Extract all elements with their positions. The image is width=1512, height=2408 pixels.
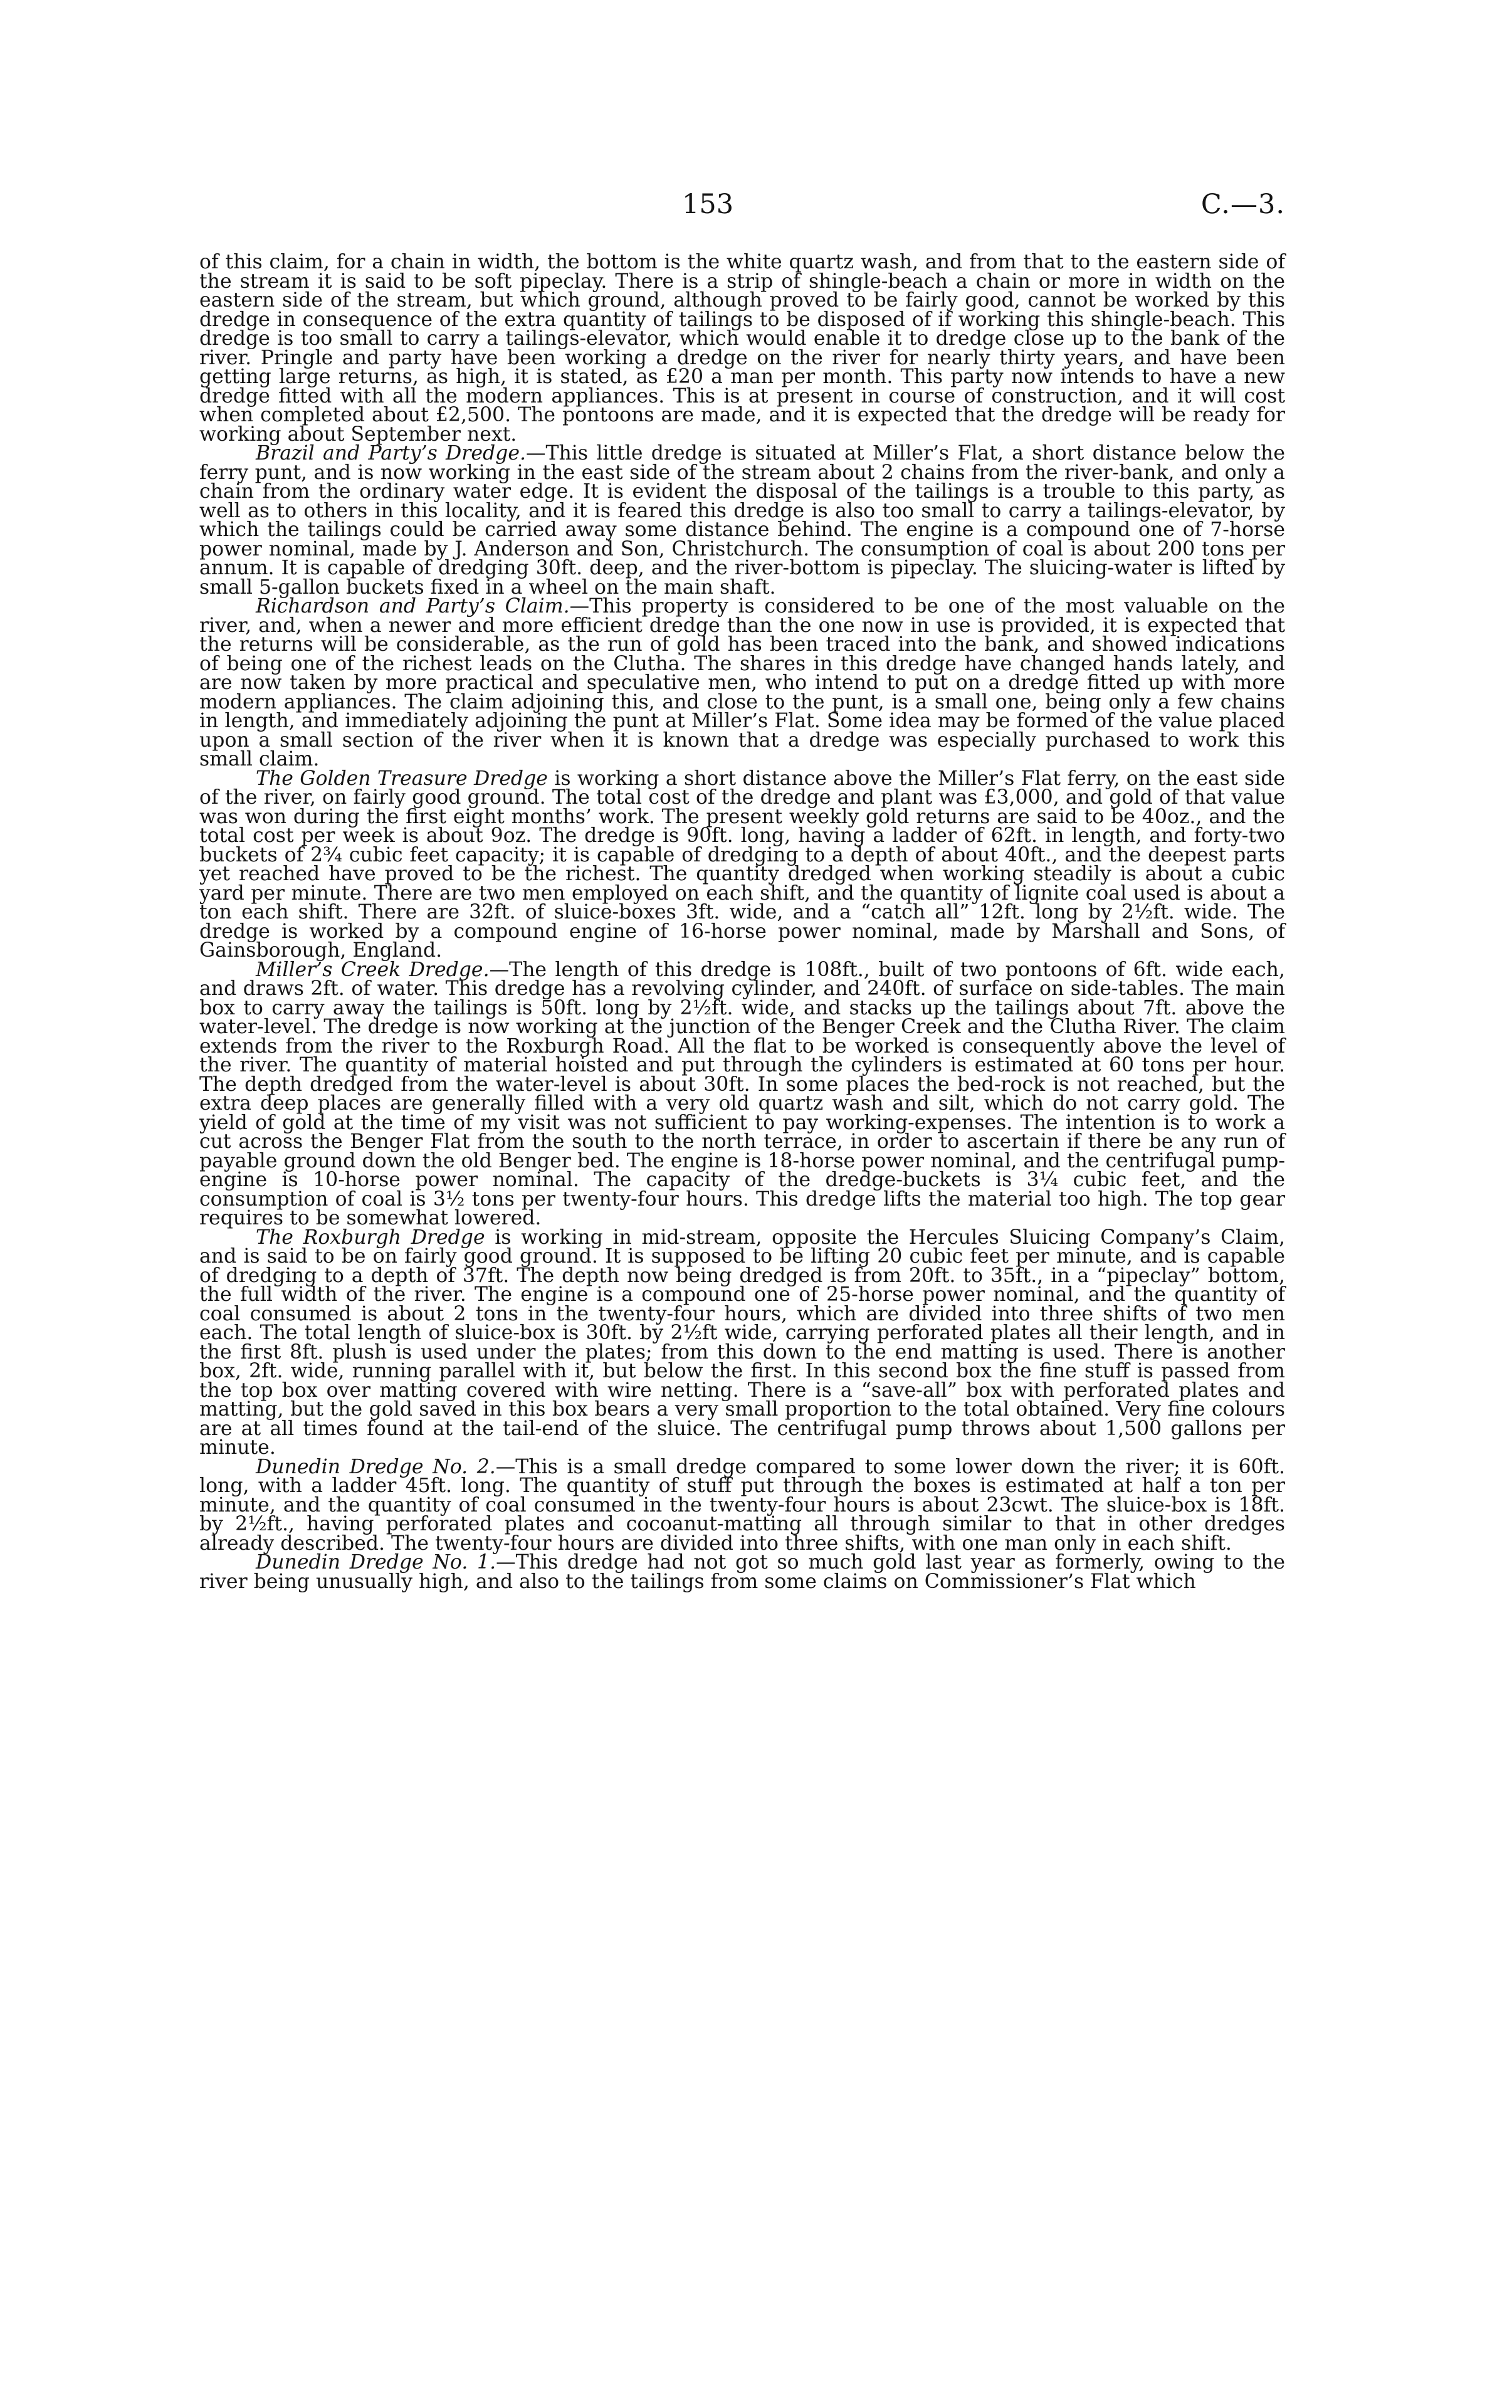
paragraph-heading: Miller’s Creek Dredge. [256, 958, 490, 981]
paragraph-text: —This dredge had not got so much gold last year as formerly, owing to the river being unusually high, and also to the tailings from some claims on Commissioner’s Flat which [199, 1551, 1285, 1593]
paragraph-heading: The Golden Treasure Dredge [256, 767, 548, 790]
paper-reference: C.—3. [1200, 189, 1285, 220]
paragraph-text: is working in mid-stream, opposite the Hercules Sluicing Company’s Claim, and is said to be on fairly good ground. It is supposed to be lifting 20 cubic feet per minute, and is capable of dredging to a depth of 37ft. The depth now being dredged is from 20ft. to 35ft., in a “pipeclay” bottom, the full width of the river. The engine is a compound one of 25-horse power nominal, and the quantity of coal consumed is about 2 tons in the twenty-four hours, which are divided into three shifts of two men each. The total length of sluice-box is 30ft. by 2½ft wide, carrying perforated plates all their length, and in the first 8ft. plush is used under the plates; from this down to the end matting is used. There is another box, 2ft. wide, running parallel with it, but below the first. In this second box the fine stuff is passed from the top box over matting covered with wire netting. There is a “save-all” box with perforated plates and matting, but the gold saved in this box bears a very small proportion to the total obtained. Very fine colours are at all times found at the tail-end of the sluice. The centrifugal pump throws about 1,500 gallons per minute. [199, 1226, 1285, 1459]
paragraph-richardson-claim [199, 597, 1285, 769]
paragraph-heading: The Roxburgh Dredge [256, 1226, 485, 1249]
paragraph-roxburgh-dredge [199, 1228, 1285, 1458]
paragraph-golden-treasure-dredge [199, 769, 1285, 960]
paragraph-millers-creek-dredge [199, 960, 1285, 1228]
paragraph-text: —This little dredge is situated at Miller’s Flat, a short distance below the ferry punt, and is now working in the east side of the stream about 2 chains from the river-bank, and only a chain from the ordinary water edge. It is evident the disposal of the tailings is a trouble to this party, as well as to others in this locality, and it is feared this dredge is also too small to carry a tailings-elevator, by which the tailings could be carried away some distance behind. The engine is a compound one of 7-horse power nominal, made by J. Anderson and Son, Christchurch. The consumption of coal is about 200 tons per annum. It is capable of dredging 30ft. deep, and the river-bottom is pipeclay. The sluicing-water is lifted by small 5-gallon buckets fixed in a wheel on the main shaft. [199, 442, 1285, 599]
paragraph-brazil-dredge [199, 444, 1285, 597]
page-header [199, 186, 1285, 223]
paragraph-text: is working a short distance above the Miller’s Flat ferry, on the east side of the river, on fairly good ground. The total cost of the dredge and plant was £3,000, and gold of that value was won during the first eight months’ work. The present weekly gold returns are said to be 40oz., and the total cost per week is about 9oz. The dredge is 90ft. long, having a ladder of 62ft. in length, and forty-two buckets of 2¾ cubic feet capacity; it is capable of dredging to a depth of about 40ft., and the deepest parts yet reached have proved to be the richest. The quantity dredged when working steadily is about a cubic yard per minute. There are two men employed on each shift, and the quantity of lignite coal used is about a ton each shift. There are 32ft. of sluice-boxes 3ft. wide, and a “catch all” 12ft. long by 2½ft. wide. The dredge is worked by a compound engine of 16-horse power nominal, made by Marshall and Sons, of Gainsborough, England. [199, 767, 1285, 962]
report-body [199, 253, 1285, 1591]
paragraph-heading: Richardson and Party’s Claim. [256, 595, 570, 618]
paragraph-pringle-claim [199, 253, 1285, 444]
paragraph-heading: Dunedin Dredge No. 1. [256, 1551, 496, 1574]
paragraph-heading: Dunedin Dredge No. 2. [256, 1455, 496, 1478]
paragraph-dunedin-dredge-1 [199, 1553, 1285, 1591]
paragraph-text: of this claim, for a chain in width, the bottom is the white quartz wash, and from that to the eastern side of the stream it is said to be soft pipeclay. There is a strip of shingle-beach a chain or more in width on the eastern side of the stream, but which ground, although proved to be fairly good, cannot be worked by this dredge in consequence of the extra quantity of tailings to be disposed of if working this shingle-beach. This dredge is too small to carry a tailings-elevator, which would enable it to dredge close up to the bank of the river. Pringle and party have been working a dredge on the river for nearly thirty years, and have been getting large returns, as high, it is stated, as £20 a man per month. This party now intends to have a new dredge fitted with all the modern appliances. This is at present in course of construction, and it will cost when completed about £2,500. The pontoons are made, and it is expected that the dredge will be ready for working about September next. [199, 251, 1285, 446]
paragraph-heading: Brazil and Party’s Dredge. [256, 442, 526, 465]
paragraph-text: —This is a small dredge compared to some lower down the river; it is 60ft. long, with a ladder 45ft. long. The quantity of stuff put through the boxes is estimated at half a ton per minute, and the quantity of coal consumed in the twenty-four hours is about 23cwt. The sluice-box is 18ft. by 2½ft., having perforated plates and cocoanut-matting all through similar to that in other dredges already described. The twenty-four hours are divided into three shifts, with one man only in each shift. [199, 1455, 1285, 1555]
paragraph-text: —The length of this dredge is 108ft., built of two pontoons of 6ft. wide each, and draws 2ft. of water. This dredge has a revolving cylinder, and 240ft. of surface on side-tables. The main box to carry away the tailings is 50ft. long by 2½ft. wide, and stacks up the tailings about 7ft. above the water-level. The dredge is now working at the junction of the Benger Creek and the Clutha River. The claim extends from the river to the Roxburgh Road. All the flat to be worked is consequently above the level of the river. The quantity of material hoisted and put through the cylinders is estimated at 60 tons per hour. The depth dredged from the water-level is about 30ft. In some places the bed-rock is not reached, but the extra deep places are generally filled with a very old quartz wash and silt, which do not carry gold. The yield of gold at the time of my visit was not sufficient to pay working-expenses. The intention is to work a cut across the Benger Flat from the south to the north terrace, in order to ascertain if there be any run of payable ground down the old Benger bed. The engine is 18-horse power nominal, and the centrifugal pump-engine is 10-horse power nominal. The capacity of the dredge-buckets is 3¼ cubic feet, and the consumption of coal is 3½ tons per twenty-four hours. This dredge lifts the material too high. The top gear requires to be somewhat lowered. [199, 958, 1285, 1229]
page-number: 153 [682, 189, 734, 220]
paragraph-text: —This property is considered to be one of the most valuable on the river, and, when a newer and more efficient dredge than the one now in use is provided, it is expected that the returns will be considerable, as the run of gold has been traced into the bank, and showed indications of being one of the richest leads on the Clutha. The shares in this dredge have changed hands lately, and are now taken by more practical and speculative men, who intend to put on a dredge fitted up with more modern appliances. The claim adjoining this, and close to the punt, is a small one, being only a few chains in length, and immediately adjoining the punt at Miller’s Flat. Some idea may be formed of the value placed upon a small section of the river when it is known that a dredge was especially purchased to work this small claim. [199, 595, 1285, 770]
paragraph-dunedin-dredge-2 [199, 1455, 1285, 1555]
